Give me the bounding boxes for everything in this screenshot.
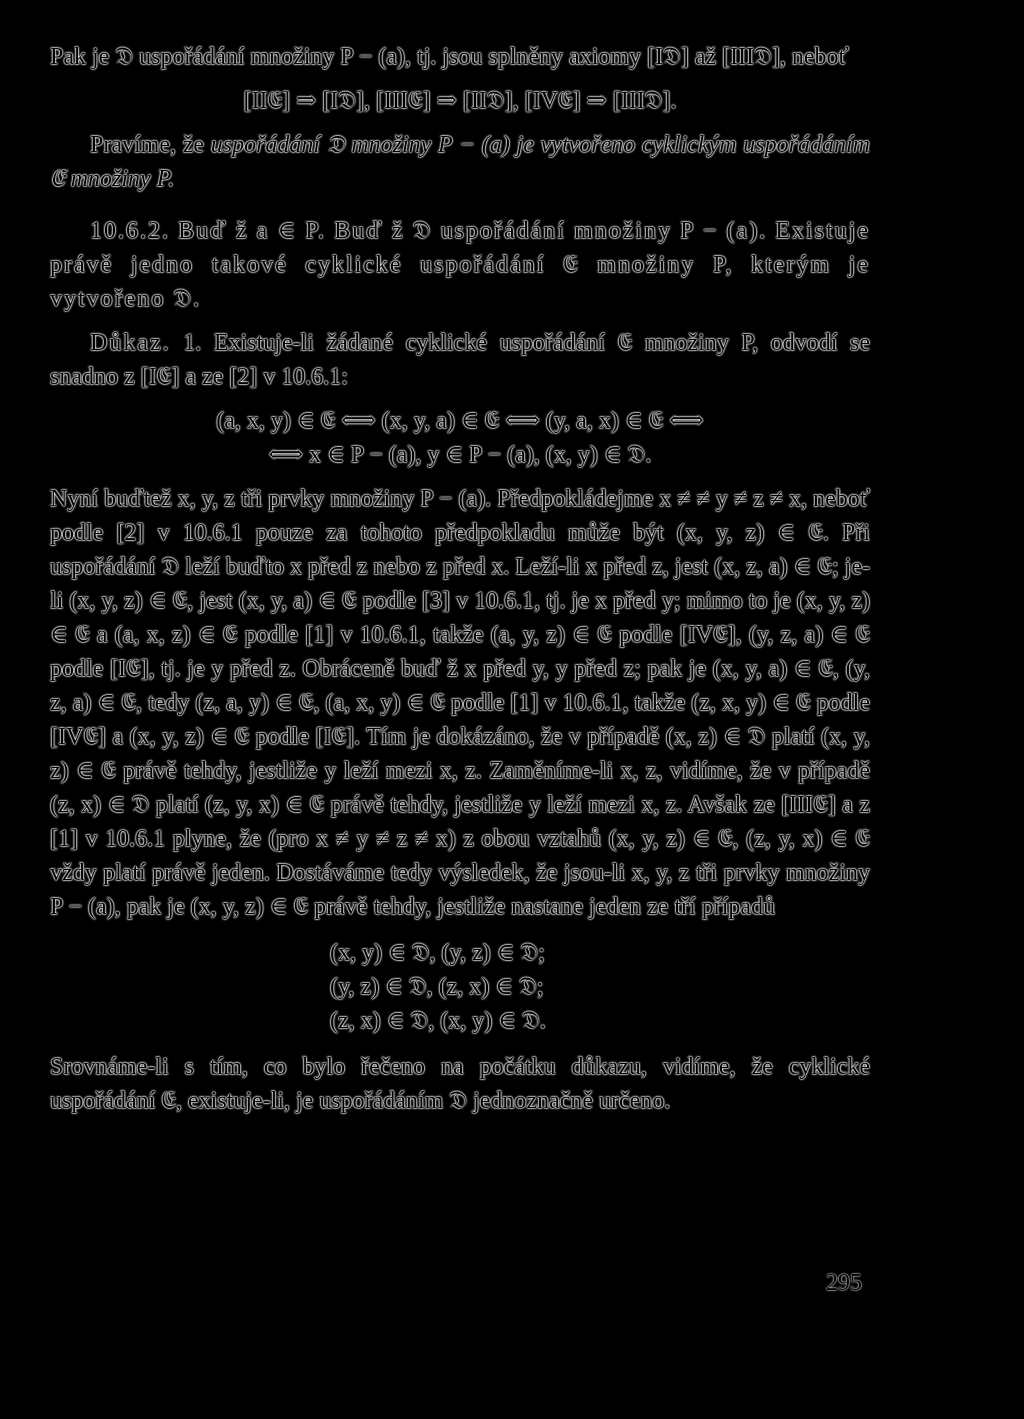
proof-label: Důkaz. xyxy=(90,330,171,356)
definition-italic: uspořádání 𝔇 množiny P − (a) je vytvořeno cyklickým uspořádáním 𝔈 množiny P. xyxy=(50,132,870,192)
equivalence-line-1: (a, x, y) ∈ 𝔈 ⟺ (x, y, a) ∈ 𝔈 ⟺ (y, a, x) ∈ 𝔈 ⟺ xyxy=(216,408,704,434)
proof-paragraph-3: Srovnáme-li s tím, co bylo řečeno na počátku důkazu, vidíme, že cyklické uspořádání 𝔈, existuje-li, je uspořádáním 𝔇 jednoznačně určeno. xyxy=(50,1054,870,1114)
theorem-paragraph xyxy=(50,214,870,316)
intro-paragraph: Pak je 𝔇 uspořádání množiny P − (a), tj. jsou splněny axiomy [I𝔇] až [III𝔇], neboť xyxy=(50,44,849,70)
proof-paragraph-2: Nyní buďtež x, y, z tři prvky množiny P − (a). Předpokládejme x ≠ ≠ y ≠ z ≠ x, neboť podle [2] v 10.6.1 pouze za tohoto předpokladu může být (x, y, z) ∈ 𝔈. Při uspořádání 𝔇 leží buďto x před z nebo z před x. Leží-li x před z, jest (x, z, a) ∈ 𝔈; je-li (x, y, z) ∈ 𝔈, jest (x, y, a) ∈ 𝔈 podle [3] v 10.6.1, tj. je x před y; mimo to je (x, y, z) ∈ 𝔈 a (a, x, z) ∈ 𝔈 podle [1] v 10.6.1, takže (a, y, z) ∈ 𝔈 podle [IV𝔈], (y, z, a) ∈ 𝔈 podle [I𝔈], tj. je y před z. Obráceně buď ž x před y, y před z; pak je (x, y, a) ∈ 𝔈, (y, z, a) ∈ 𝔈, tedy (z, a, y) ∈ 𝔈, (a, x, y) ∈ 𝔈 podle [1] v 10.6.1, takže (z, x, y) ∈ 𝔈 podle [IV𝔈] a (x, y, z) ∈ 𝔈 podle [I𝔈]. Tím je dokázáno, že v případě (x, z) ∈ 𝔇 platí (x, y, z) ∈ 𝔈 právě tehdy, jestliže y leží mezi x, z. Zaměníme-li x, z, vidíme, že v případě (z, x) ∈ 𝔇 platí (z, y, x) ∈ 𝔈 právě tehdy, jestliže y leží mezi x, z. Avšak ze [III𝔈] a z [1] v 10.6.1 plyne, že (pro x ≠ y ≠ z ≠ x) z obou vztahů (x, y, z) ∈ 𝔈, (z, y, x) ∈ 𝔈 vždy platí právě jeden. Dostáváme tedy výsledek, že jsou-li x, y, z tři prvky množiny P − (a), pak je (x, y, z) ∈ 𝔈 právě tehdy, jestliže nastane jeden ze tří případů xyxy=(50,486,870,920)
case-line-2: (y, z) ∈ 𝔇, (z, x) ∈ 𝔇; xyxy=(330,974,544,1000)
proof-paragraph-1 xyxy=(50,326,870,394)
theorem-text: Buď ž a ∈ P. Buď ž 𝔇 uspořádání množiny P − (a). Existuje právě jedno takové cyklické uspořádání 𝔈 množiny P, kterým je vytvořeno 𝔇. xyxy=(50,218,871,312)
proof-text-1: 1. Existuje-li žádané cyklické uspořádání 𝔈 množiny P, odvodí se snadno z [I𝔈] a ze [2] v 10.6.1: xyxy=(50,330,871,390)
definition-lead: Pravíme, že xyxy=(90,132,211,158)
implication-formula: [II𝔈] ⇒ [I𝔇], [III𝔈] ⇒ [II𝔇], [IV𝔈] ⇒ [III𝔇]. xyxy=(243,88,677,114)
theorem-number: 10.6.2. xyxy=(90,218,170,244)
page-text xyxy=(50,40,870,1118)
cases-block xyxy=(330,936,870,1038)
page-number: 295 xyxy=(826,1270,862,1296)
equivalence-line-2: ⟺ x ∈ P − (a), y ∈ P − (a), (x, y) ∈ 𝔇. xyxy=(268,442,652,468)
case-line-1: (x, y) ∈ 𝔇, (y, z) ∈ 𝔇; xyxy=(330,940,545,966)
definition-paragraph xyxy=(50,128,870,196)
case-line-3: (z, x) ∈ 𝔇, (x, y) ∈ 𝔇. xyxy=(330,1008,546,1034)
